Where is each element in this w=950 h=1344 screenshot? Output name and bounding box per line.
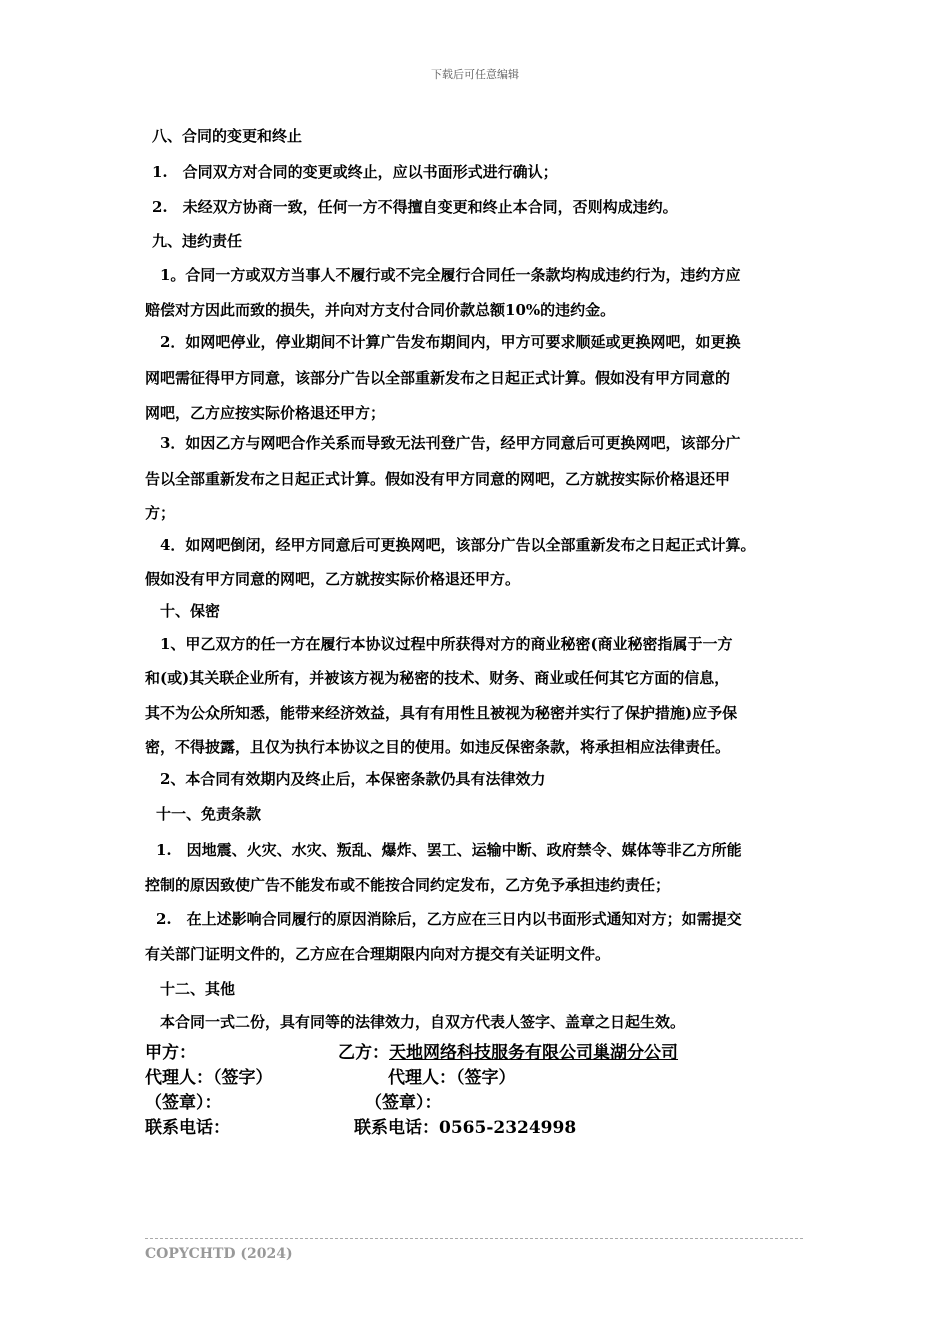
section-9-clause-3-line-1: 3．如因乙方与网吧合作关系而导致无法刊登广告，经甲方同意后可更换网吧，该部分广 xyxy=(160,434,741,452)
section-10-clause-1-line-4: 密，不得披露，且仅为执行本协议之目的使用。如违反保密条款，将承担相应法律责任。 xyxy=(145,738,731,756)
section-11-clause-1-line-2: 控制的原因致使广告不能发布或不能按合同约定发布，乙方免予承担违约责任； xyxy=(145,876,671,894)
section-12-clause-1: 本合同一式二份，具有同等的法律效力，自双方代表人签字、盖章之日起生效。 xyxy=(160,1013,686,1031)
section-9-clause-3-line-2: 告以全部重新发布之日起正式计算。假如没有甲方同意的网吧，乙方就按实际价格退还甲 xyxy=(145,470,731,488)
section-8-clause-2: 2. 未经双方协商一致，任何一方不得擅自变更和终止本合同，否则构成违约。 xyxy=(152,198,678,216)
party-b-phone xyxy=(354,1118,576,1138)
section-8-title: 八、合同的变更和终止 xyxy=(152,127,303,145)
party-a-label: 甲方： xyxy=(145,1043,196,1063)
section-12-title: 十二、其他 xyxy=(160,980,236,998)
section-10-clause-1-line-1: 1、甲乙双方的任一方在履行本协议过程中所获得对方的商业秘密(商业秘密指属于一方 xyxy=(160,635,733,653)
header-note: 下载后可任意编辑 xyxy=(431,68,519,81)
party-b-line xyxy=(338,1043,678,1063)
section-9-clause-3-line-3: 方； xyxy=(145,504,176,522)
section-10-clause-1-line-2: 和(或)其关联企业所有，并被该方视为秘密的技术、财务、商业或任何其它方面的信息， xyxy=(145,669,730,687)
section-9-clause-4-line-2: 假如没有甲方同意的网吧，乙方就按实际价格退还甲方。 xyxy=(145,570,521,588)
party-b-seal: （签章）： xyxy=(365,1093,442,1113)
party-b-company: 天地网络科技服务有限公司巢湖分公司 xyxy=(389,1043,678,1063)
party-a-agent: 代理人：（签字） xyxy=(145,1068,273,1088)
section-8-clause-1: 1. 合同双方对合同的变更或终止，应以书面形式进行确认； xyxy=(152,163,558,181)
party-a-seal: （签章）： xyxy=(145,1093,222,1113)
section-11-clause-2-line-2: 有关部门证明文件的，乙方应在合理期限内向对方提交有关证明文件。 xyxy=(145,945,611,963)
section-9-title: 九、违约责任 xyxy=(152,232,243,250)
section-9-clause-1-line-2: 赔偿对方因此而致的损失，并向对方支付合同价款总额10%的违约金。 xyxy=(145,301,616,319)
party-b-phone-number: 0565-2324998 xyxy=(439,1118,577,1138)
party-b-agent: 代理人：（签字） xyxy=(388,1068,516,1088)
section-9-clause-1-line-1: 1。合同一方或双方当事人不履行或不完全履行合同任一条款均构成违约行为，违约方应 xyxy=(160,266,741,284)
party-b-label: 乙方： xyxy=(338,1043,389,1063)
section-10-clause-2: 2、本合同有效期内及终止后，本保密条款仍具有法律效力 xyxy=(160,770,546,788)
section-11-clause-2-line-1: 2. 在上述影响合同履行的原因消除后，乙方应在三日内以书面形式通知对方；如需提交 xyxy=(156,910,742,928)
section-10-clause-1-line-3: 其不为公众所知悉，能带来经济效益，具有有用性且被视为秘密并实行了保护措施)应予保 xyxy=(145,704,738,722)
section-9-clause-2-line-3: 网吧，乙方应按实际价格退还甲方； xyxy=(145,404,386,422)
section-11-clause-1-line-1: 1. 因地震、火灾、水灾、叛乱、爆炸、罢工、运输中断、政府禁令、媒体等非乙方所能 xyxy=(156,841,742,859)
section-11-title: 十一、免责条款 xyxy=(156,805,262,823)
section-9-clause-4-line-1: 4．如网吧倒闭，经甲方同意后可更换网吧，该部分广告以全部重新发布之日起正式计算。 xyxy=(160,536,756,554)
party-b-phone-label: 联系电话： xyxy=(354,1118,439,1138)
section-10-title: 十、保密 xyxy=(160,602,221,620)
section-9-clause-2-line-2: 网吧需征得甲方同意，该部分广告以全部重新发布之日起正式计算。假如没有甲方同意的 xyxy=(145,369,731,387)
footer-divider xyxy=(145,1238,803,1239)
section-9-clause-2-line-1: 2．如网吧停业，停业期间不计算广告发布期间内，甲方可要求顺延或更换网吧，如更换 xyxy=(160,333,741,351)
party-a-phone: 联系电话： xyxy=(145,1118,230,1138)
footer-copyright: COPYCHTD (2024) xyxy=(145,1246,293,1262)
